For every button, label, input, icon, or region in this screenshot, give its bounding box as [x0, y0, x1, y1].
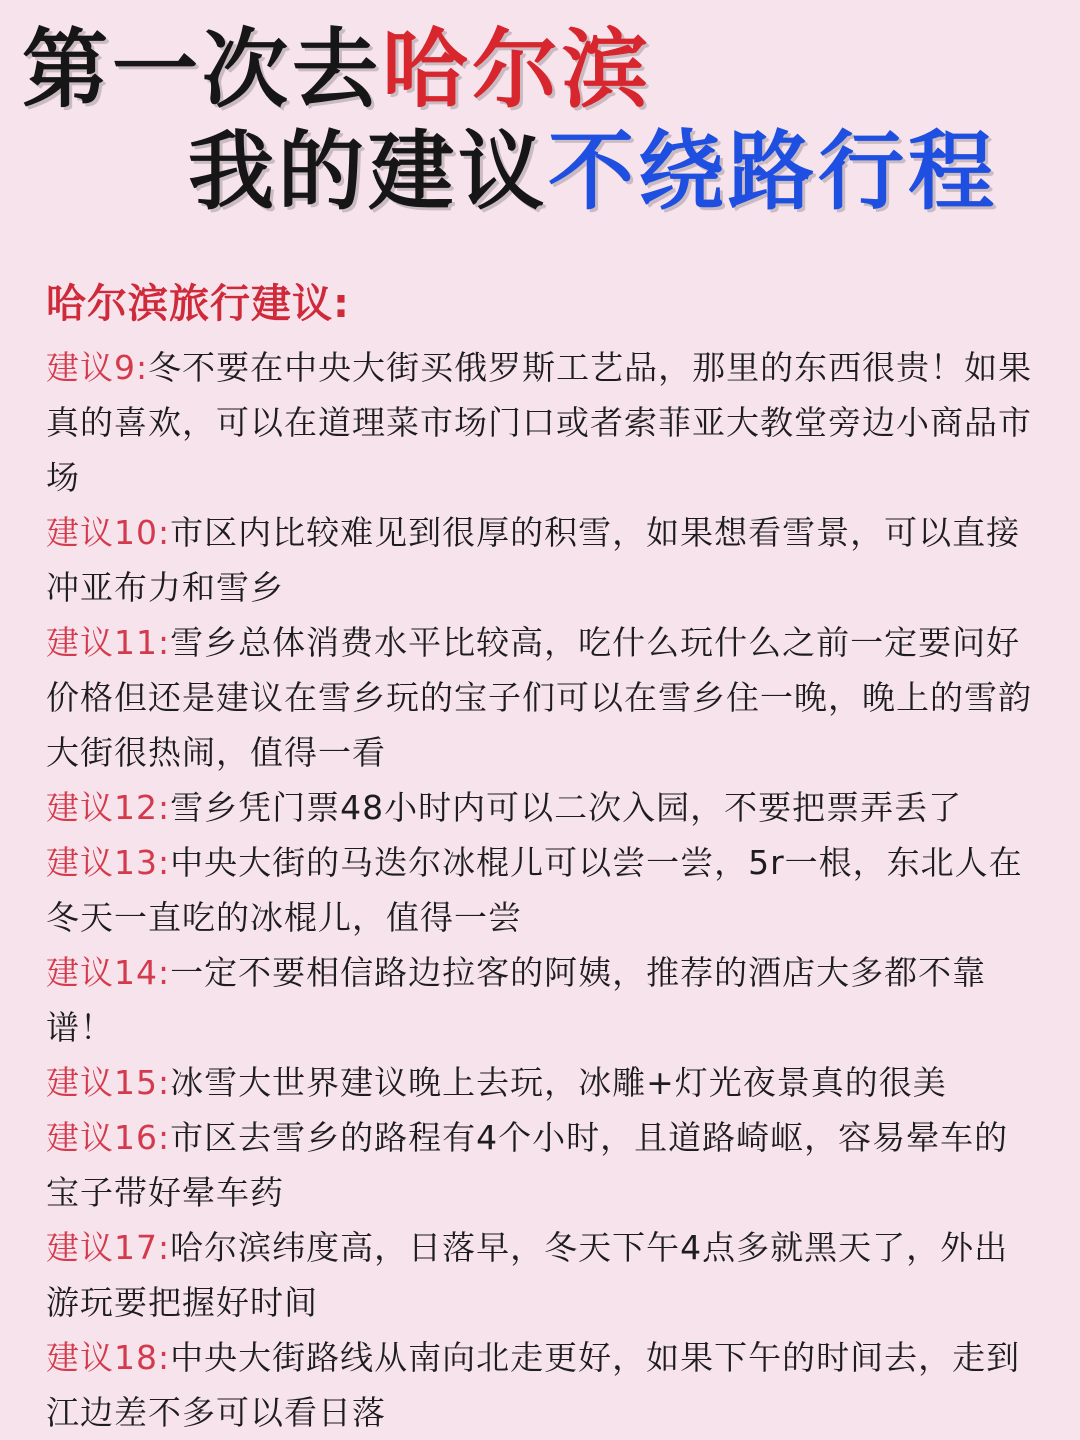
tip-label: 建议15:	[46, 1063, 171, 1102]
tip-text: 市区去雪乡的路程有4个小时，且道路崎岖，容易晕车的宝子带好晕车药	[46, 1118, 1009, 1212]
tip-item	[46, 780, 1036, 835]
tip-item	[46, 1220, 1036, 1330]
tip-text: 一定不要相信路边拉客的阿姨，推荐的酒店大多都不靠谱！	[46, 953, 987, 1047]
page-title-line-1	[22, 22, 652, 118]
tip-text: 冰雪大世界建议晚上去玩，冰雕+灯光夜景真的很美	[170, 1063, 947, 1102]
tip-text: 中央大街路线从南向北走更好，如果下午的时间去，走到江边差不多可以看日落	[46, 1338, 1021, 1432]
tip-label: 建议14:	[46, 953, 171, 992]
tip-label: 建议11:	[46, 623, 171, 662]
section-heading: 哈尔滨旅行建议:	[46, 281, 350, 327]
title-my-advice: 我的建议	[188, 122, 548, 222]
title-first-visit: 第一次去	[22, 20, 382, 120]
tip-item	[46, 1055, 1036, 1110]
tip-item	[46, 505, 1036, 615]
tip-text: 哈尔滨纬度高，日落早，冬天下午4点多就黑天了，外出游玩要把握好时间	[46, 1228, 1009, 1322]
tip-text: 市区内比较难见到很厚的积雪，如果想看雪景，可以直接冲亚布力和雪乡	[46, 513, 1021, 607]
tip-item	[46, 835, 1036, 945]
tip-text: 冬不要在中央大街买俄罗斯工艺品，那里的东西很贵！如果真的喜欢，可以在道理菜市场门口或者索菲亚大教堂旁边小商品市场	[46, 348, 1033, 497]
tip-item	[46, 1330, 1036, 1440]
tips-list	[46, 340, 1036, 1440]
title-harbin: 哈尔滨	[382, 20, 652, 120]
tip-item	[46, 1110, 1036, 1220]
tip-label: 建议18:	[46, 1338, 171, 1377]
page-title-line-2	[188, 124, 998, 220]
tip-label: 建议12:	[46, 788, 171, 827]
title-no-detour-itinerary: 不绕路行程	[548, 122, 998, 222]
tip-text: 雪乡总体消费水平比较高，吃什么玩什么之前一定要问好价格但还是建议在雪乡玩的宝子们可以在雪乡住一晚，晚上的雪韵大街很热闹，值得一看	[46, 623, 1032, 772]
tip-item	[46, 945, 1036, 1055]
tip-label: 建议16:	[46, 1118, 171, 1157]
tip-text: 中央大街的马迭尔冰棍儿可以尝一尝，5r一根，东北人在冬天一直吃的冰棍儿，值得一尝	[46, 843, 1023, 937]
tip-label: 建议10:	[46, 513, 171, 552]
tip-label: 建议17:	[46, 1228, 171, 1267]
tip-item	[46, 340, 1036, 505]
tip-item	[46, 615, 1036, 780]
tip-text: 雪乡凭门票48小时内可以二次入园，不要把票弄丢了	[170, 788, 963, 827]
tip-label: 建议9:	[46, 348, 149, 387]
tip-label: 建议13:	[46, 843, 171, 882]
